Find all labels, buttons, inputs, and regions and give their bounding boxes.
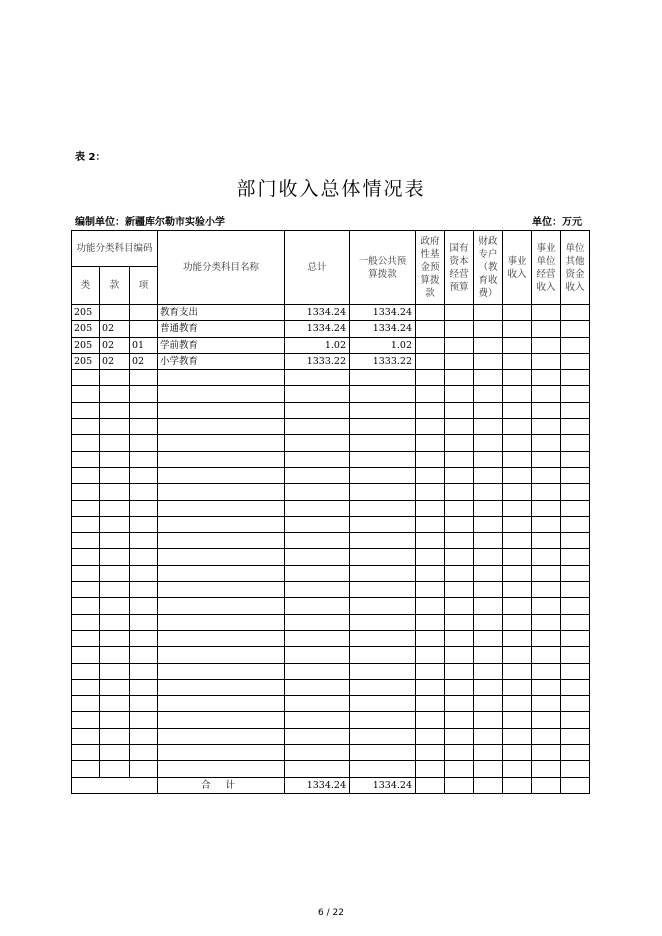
cell-name: 教育支出: [158, 305, 285, 321]
table-row: [72, 353, 590, 369]
header-name: 功能分类科目名称: [158, 231, 285, 305]
cell-lei: 205: [72, 305, 100, 321]
cell-name: 小学教育: [158, 353, 285, 369]
cell-general: 1334.24: [350, 321, 416, 337]
cell-name: 普通教育: [158, 321, 285, 337]
total-label: 合 计: [158, 777, 285, 793]
empty-row: [72, 533, 590, 549]
total-row: [72, 777, 590, 793]
empty-row: [72, 745, 590, 761]
header-general-budget: 一般公共预算拨款: [350, 231, 416, 305]
empty-row: [72, 679, 590, 695]
empty-row: [72, 370, 590, 386]
empty-row: [72, 500, 590, 516]
header-other-income: 单位其他资金收入: [561, 231, 590, 305]
cell-xiang: [130, 321, 158, 337]
header-code-group: 功能分类科目编码: [72, 231, 158, 267]
org-unit-row: [75, 213, 582, 228]
cell-total: 1334.24: [285, 305, 350, 321]
income-summary-table: [71, 230, 590, 794]
header-special-account: 财政专户（教育收费）: [474, 231, 503, 305]
cell-empty: [503, 353, 532, 369]
empty-row: [72, 582, 590, 598]
page-title: 部门收入总体情况表: [236, 178, 426, 200]
empty-row: [72, 467, 590, 483]
empty-row: [72, 484, 590, 500]
cell-empty: [474, 305, 503, 321]
empty-row: [72, 761, 590, 777]
page-number: 6 / 22: [318, 908, 344, 918]
cell-xiang: 02: [130, 353, 158, 369]
cell-xiang: [130, 305, 158, 321]
empty-row: [72, 565, 590, 581]
cell-empty: [532, 337, 561, 353]
empty-row: [72, 712, 590, 728]
header-xiang: 项: [130, 267, 158, 305]
total-total: 1334.24: [285, 777, 350, 793]
cell-empty: [503, 337, 532, 353]
cell-general: 1.02: [350, 337, 416, 353]
cell-lei: 205: [72, 321, 100, 337]
table-number: 表 2：: [75, 152, 106, 163]
cell-lei: 205: [72, 353, 100, 369]
table-row: [72, 321, 590, 337]
cell-empty: [561, 337, 590, 353]
table-row: [72, 305, 590, 321]
cell-general: 1334.24: [350, 305, 416, 321]
cell-empty: [416, 305, 445, 321]
cell-empty: [532, 321, 561, 337]
empty-row: [72, 598, 590, 614]
empty-row: [72, 647, 590, 663]
cell-empty: [561, 321, 590, 337]
empty-row: [72, 402, 590, 418]
cell-empty: [532, 305, 561, 321]
cell-empty: [416, 353, 445, 369]
unit-label: 单位：万元: [532, 217, 582, 228]
cell-kuan: 02: [100, 321, 130, 337]
empty-row: [72, 419, 590, 435]
cell-empty: [445, 353, 474, 369]
cell-empty: [445, 321, 474, 337]
empty-row: [72, 663, 590, 679]
cell-empty: [561, 305, 590, 321]
cell-empty: [445, 337, 474, 353]
cell-empty: [416, 321, 445, 337]
cell-empty: [474, 353, 503, 369]
header-state-capital: 国有资本经营预算: [445, 231, 474, 305]
cell-total: 1334.24: [285, 321, 350, 337]
empty-row: [72, 451, 590, 467]
empty-row: [72, 630, 590, 646]
cell-empty: [416, 337, 445, 353]
cell-lei: 205: [72, 337, 100, 353]
cell-empty: [474, 321, 503, 337]
header-lei: 类: [72, 267, 100, 305]
empty-row: [72, 549, 590, 565]
cell-general: 1333.22: [350, 353, 416, 369]
header-gov-fund: 政府性基金预算拨款: [416, 231, 445, 305]
cell-empty: [445, 305, 474, 321]
cell-total: 1333.22: [285, 353, 350, 369]
cell-empty: [503, 321, 532, 337]
cell-total: 1.02: [285, 337, 350, 353]
cell-empty: [503, 305, 532, 321]
table-body: [72, 305, 590, 778]
total-general: 1334.24: [350, 777, 416, 793]
table-row: [72, 337, 590, 353]
header-career-income: 事业收入: [503, 231, 532, 305]
header-unit-business: 事业单位经营收入: [532, 231, 561, 305]
cell-kuan: 02: [100, 353, 130, 369]
empty-row: [72, 386, 590, 402]
empty-row: [72, 435, 590, 451]
org-label: 编制单位：新疆库尔勒市实验小学: [75, 217, 225, 228]
cell-kuan: [100, 305, 130, 321]
cell-kuan: 02: [100, 337, 130, 353]
cell-empty: [474, 337, 503, 353]
header-kuan: 款: [100, 267, 130, 305]
empty-row: [72, 696, 590, 712]
cell-xiang: 01: [130, 337, 158, 353]
empty-row: [72, 728, 590, 744]
cell-empty: [561, 353, 590, 369]
header-total: 总计: [285, 231, 350, 305]
empty-row: [72, 516, 590, 532]
cell-empty: [532, 353, 561, 369]
empty-row: [72, 614, 590, 630]
cell-name: 学前教育: [158, 337, 285, 353]
